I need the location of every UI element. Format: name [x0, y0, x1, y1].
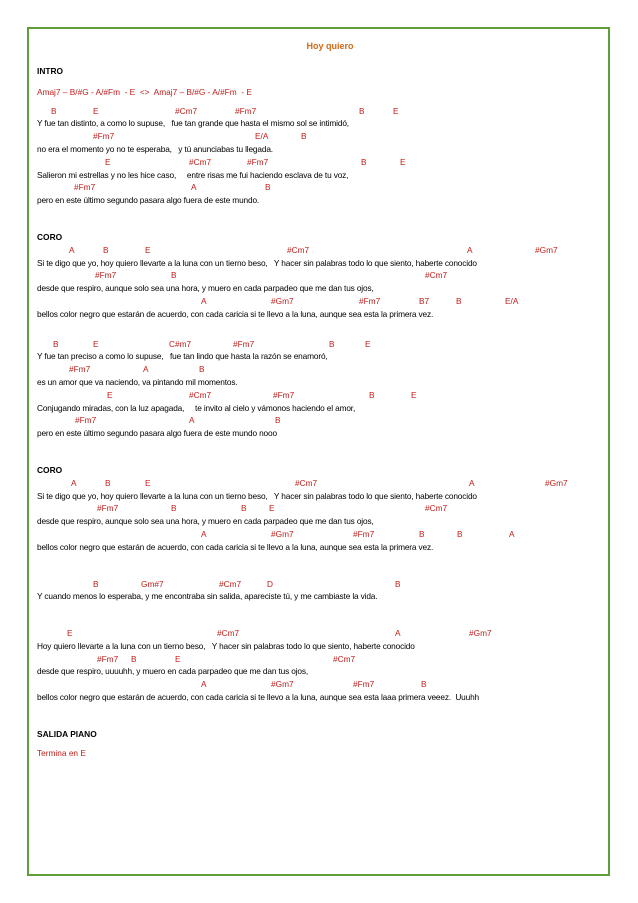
chord: C#m7: [169, 338, 192, 349]
chord: E: [400, 156, 406, 167]
chord: #Fm7: [247, 156, 269, 167]
chord: #Cm7: [175, 105, 198, 116]
chord: B: [395, 578, 401, 589]
chord: E: [411, 389, 417, 400]
chord-sheet: [37, 40, 597, 759]
chord: #Cm7: [219, 578, 242, 589]
chord: B: [171, 503, 177, 514]
chord-line: [37, 156, 597, 169]
chord: E: [393, 105, 399, 116]
chord-line: [37, 477, 597, 490]
intro-progression: Amaj7 – B/#G - A/#Fm - E <> Amaj7 – B/#G - A/#Fm - E: [37, 86, 252, 97]
chord: #Fm7: [359, 295, 381, 306]
chord: E: [145, 244, 151, 255]
chorus-section: [37, 464, 597, 554]
chord: #Fm7: [273, 389, 295, 400]
chord: D: [267, 578, 273, 589]
chord-line: [37, 181, 597, 194]
chord: E: [269, 503, 275, 514]
section-heading: CORO: [37, 464, 63, 475]
chord: A: [69, 244, 75, 255]
chord: E: [145, 477, 151, 488]
chord: B: [171, 270, 177, 281]
chord: E: [105, 156, 111, 167]
chord-line: [37, 414, 597, 427]
chord: #Gm7: [545, 477, 568, 488]
chord: B: [103, 244, 109, 255]
chord-line: [37, 269, 597, 282]
lyric-line: bellos color negro que estarán de acuerdo, con cada caricia si te llevo a la luna, aunque sea esta laaa primera veeez. Uuuhh: [37, 692, 480, 703]
chord: #Fm7: [74, 182, 96, 193]
chord-line: [37, 105, 597, 118]
chord-line: [37, 578, 597, 591]
chord-line: [37, 244, 597, 257]
lyric-line: es un amor que va naciendo, va pintando mil momentos.: [37, 376, 238, 387]
chord-line: [37, 338, 597, 351]
chord: B7: [419, 295, 430, 306]
chord: B: [456, 295, 462, 306]
chord: #Fm7: [353, 679, 375, 690]
chord: E: [175, 653, 181, 664]
chord: #Fm7: [235, 105, 257, 116]
bridge-section: [37, 578, 597, 604]
lyric-line: Y cuando menos lo esperaba, y me encontraba sin salida, apareciste tú, y me cambiaste la vida.: [37, 591, 378, 602]
chord: E: [93, 338, 99, 349]
lyric-line: desde que respiro, uuuuhh, y muero en cada parpadeo que me dan tus ojos,: [37, 666, 309, 677]
chord: A: [395, 628, 401, 639]
lyric-line: Hoy quiero llevarte a la luna con un tierno beso, Y hacer sin palabras todo lo que siento, haberte conocido: [37, 640, 415, 651]
chord: #Fm7: [233, 338, 255, 349]
chord-line: [37, 528, 597, 541]
chord: B: [265, 182, 271, 193]
lyric-line: Conjugando miradas, con la luz apagada, te invito al cielo y vámonos haciendo el amor,: [37, 402, 356, 413]
chord: B: [457, 528, 463, 539]
chord: B: [275, 415, 281, 426]
chord: E: [107, 389, 113, 400]
chord: #Gm7: [469, 628, 492, 639]
chord: A: [201, 528, 207, 539]
chord: B: [361, 156, 367, 167]
verse-section: [37, 338, 597, 440]
chord: B: [419, 528, 425, 539]
chord: B: [51, 105, 57, 116]
chord: A: [191, 182, 197, 193]
lyric-line: bellos color negro que estarán de acuerdo, con cada caricia si te llevo a la luna, aunque sea esta la primera vez.: [37, 541, 434, 552]
chord: E/A: [505, 295, 519, 306]
chord-line: [37, 389, 597, 402]
intro-section: [37, 65, 597, 207]
chord: #Gm7: [535, 244, 558, 255]
chord: #Cm7: [217, 628, 240, 639]
chord-line: [37, 627, 597, 640]
chord: #Fm7: [97, 503, 119, 514]
chord: #Cm7: [295, 477, 318, 488]
chord: B: [301, 131, 307, 142]
outro-section: [37, 728, 597, 760]
chord: #Fm7: [75, 415, 97, 426]
chord: A: [143, 364, 149, 375]
chord: B: [359, 105, 365, 116]
chord: #Gm7: [271, 528, 294, 539]
chorus-section: [37, 231, 597, 321]
chord: #Cm7: [333, 653, 356, 664]
chord: #Fm7: [93, 131, 115, 142]
chord: A: [201, 679, 207, 690]
chord: B: [105, 477, 111, 488]
chord: E/A: [255, 131, 269, 142]
chord: #Fm7: [95, 270, 117, 281]
chord: #Cm7: [425, 270, 448, 281]
lyric-line: Si te digo que yo, hoy quiero llevarte a la luna con un tierno beso, Y hacer sin palabras todo lo que siento, haberte conocido: [37, 257, 477, 268]
chord: B: [421, 679, 427, 690]
chord: Gm#7: [141, 578, 164, 589]
chord-line: [37, 295, 597, 308]
chord: E: [67, 628, 73, 639]
chord: B: [93, 578, 99, 589]
chord: A: [467, 244, 473, 255]
chord: B: [131, 653, 137, 664]
chord-line: [37, 363, 597, 376]
chord: #Cm7: [425, 503, 448, 514]
chord: #Gm7: [271, 679, 294, 690]
chord: E: [365, 338, 371, 349]
chord: A: [509, 528, 515, 539]
song-title: Hoy quiero: [306, 41, 354, 51]
chord: E: [93, 105, 99, 116]
chord-line: [37, 130, 597, 143]
lyric-line: desde que respiro, aunque solo sea una hora, y muero en cada parpadeo que me dan tus ojos,: [37, 283, 374, 294]
lyric-line: Si te digo que yo, hoy quiero llevarte a la luna con un tierno beso, Y hacer sin palabras todo lo que siento, haberte conocido: [37, 490, 477, 501]
chord: #Cm7: [287, 244, 310, 255]
chord: #Gm7: [271, 295, 294, 306]
section-heading: SALIDA PIANO: [37, 728, 97, 739]
lyric-line: desde que respiro, aunque solo sea una hora, y muero en cada parpadeo que me dan tus ojos,: [37, 516, 374, 527]
lyric-line: Salieron mi estrellas y no les hice caso, entre risas me fui haciendo esclava de tu voz,: [37, 169, 349, 180]
chord: #Fm7: [353, 528, 375, 539]
lyric-line: bellos color negro que estarán de acuerdo, con cada caricia si te llevo a la luna, aunque sea esta la primera vez.: [37, 308, 434, 319]
chord-line: [37, 502, 597, 515]
chord: B: [329, 338, 335, 349]
chord: #Fm7: [69, 364, 91, 375]
chord: #Fm7: [97, 653, 119, 664]
chord: A: [71, 477, 77, 488]
chord: B: [199, 364, 205, 375]
lyric-line: pero en este último segundo pasara algo fuera de este mundo nooo: [37, 428, 277, 439]
lyric-line: pero en este último segundo pasara algo fuera de este mundo.: [37, 195, 260, 206]
chord: B: [369, 389, 375, 400]
chord: #Cm7: [189, 156, 212, 167]
chord: A: [201, 295, 207, 306]
chord: A: [189, 415, 195, 426]
chord-line: [37, 678, 597, 691]
chord: B: [241, 503, 247, 514]
chord: A: [469, 477, 475, 488]
chord-line: [37, 653, 597, 666]
chord: B: [53, 338, 59, 349]
lyric-line: no era el momento yo no te esperaba, y tú anunciabas tu llegada.: [37, 143, 273, 154]
lyric-line: Y fue tan distinto, a como lo supuse, fue tan grande que hasta el mismo sol se intimidó,: [37, 118, 349, 129]
lyric-line: Y fue tan preciso a como lo supuse, fue tan lindo que hasta la razón se enamoró,: [37, 351, 328, 362]
final-chorus-section: [37, 627, 597, 704]
section-heading: CORO: [37, 231, 63, 242]
section-heading: INTRO: [37, 66, 64, 76]
chord: #Cm7: [189, 389, 212, 400]
ending-note: Termina en E: [37, 747, 86, 758]
